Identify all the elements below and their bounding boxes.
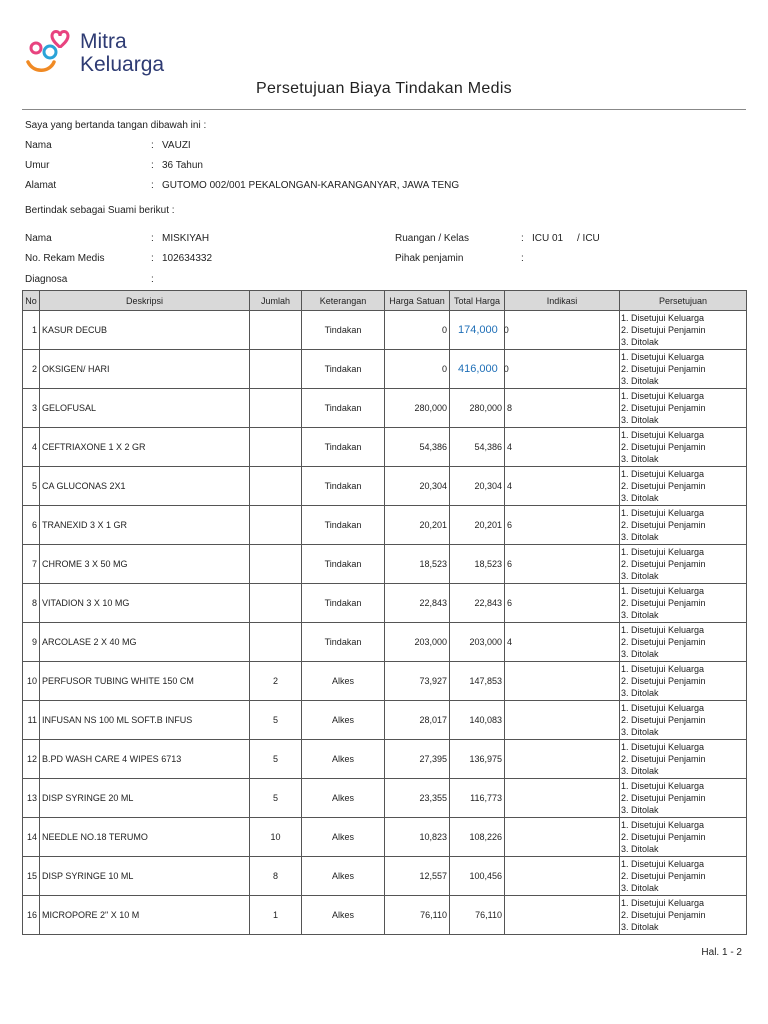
row-total-price — [450, 350, 509, 389]
table-row — [23, 584, 747, 623]
row-unit-price: 12,557 — [385, 857, 450, 896]
signer-name-value: VAUZI — [162, 140, 191, 151]
persetujuan-option: 2. Disetujui Penjamin — [621, 481, 706, 491]
row-quantity — [250, 584, 302, 623]
table-row — [23, 662, 747, 701]
persetujuan-option: 1. Disetujui Keluarga — [621, 391, 705, 401]
row-indikasi: 6 — [505, 506, 620, 545]
row-quantity — [250, 428, 302, 467]
col-header-no: No — [23, 291, 40, 311]
row-total-value: 100,456 — [469, 871, 502, 881]
row-total-price — [450, 545, 505, 584]
medical-record-label: No. Rekam Medis — [25, 253, 105, 264]
row-indikasi — [505, 857, 620, 896]
brand-name — [80, 30, 164, 76]
row-description: ARCOLASE 2 X 40 MG — [40, 623, 250, 662]
room-class-label: Ruangan / Kelas — [395, 233, 469, 244]
row-total-price — [450, 896, 505, 935]
colon: : — [151, 274, 154, 285]
row-number: 11 — [23, 701, 40, 740]
row-number: 6 — [23, 506, 40, 545]
row-unit-price: 203,000 — [385, 623, 450, 662]
persetujuan-option: 3. Ditolak — [621, 649, 659, 659]
row-total-extra: 0 — [503, 364, 509, 374]
table-row — [23, 857, 747, 896]
table-row — [23, 779, 747, 818]
persetujuan-option: 1. Disetujui Keluarga — [621, 664, 705, 674]
row-total-price — [450, 701, 505, 740]
persetujuan-option: 2. Disetujui Penjamin — [621, 442, 706, 452]
table-row — [23, 623, 747, 662]
row-total-price — [450, 389, 505, 428]
persetujuan-option: 1. Disetujui Keluarga — [621, 547, 705, 557]
row-persetujuan — [620, 896, 747, 935]
row-unit-price: 76,110 — [385, 896, 450, 935]
row-total-price — [450, 740, 505, 779]
row-persetujuan — [620, 389, 747, 428]
row-total-value: 18,523 — [474, 559, 502, 569]
row-total-value: 136,975 — [469, 754, 502, 764]
row-unit-price: 27,395 — [385, 740, 450, 779]
row-unit-price: 280,000 — [385, 389, 450, 428]
row-number: 15 — [23, 857, 40, 896]
row-quantity: 5 — [250, 740, 302, 779]
row-unit-price: 10,823 — [385, 818, 450, 857]
row-quantity: 5 — [250, 779, 302, 818]
guarantor-label: Pihak penjamin — [395, 253, 464, 264]
row-keterangan: Tindakan — [302, 506, 385, 545]
row-total-price — [450, 857, 505, 896]
row-persetujuan — [620, 623, 747, 662]
row-total-value: 203,000 — [469, 637, 502, 647]
statement-text: Saya yang bertanda tangan dibawah ini : — [25, 120, 207, 131]
row-total-price — [450, 584, 505, 623]
row-number: 3 — [23, 389, 40, 428]
row-persetujuan — [620, 350, 747, 389]
persetujuan-option: 3. Ditolak — [621, 571, 659, 581]
persetujuan-option: 2. Disetujui Penjamin — [621, 754, 706, 764]
row-quantity — [250, 311, 302, 350]
row-indikasi — [505, 779, 620, 818]
persetujuan-option: 2. Disetujui Penjamin — [621, 910, 706, 920]
logo — [24, 24, 184, 80]
row-number: 2 — [23, 350, 40, 389]
row-number: 12 — [23, 740, 40, 779]
row-description: OKSIGEN/ HARI — [40, 350, 250, 389]
row-keterangan: Alkes — [302, 857, 385, 896]
persetujuan-option: 2. Disetujui Penjamin — [621, 793, 706, 803]
persetujuan-option: 3. Ditolak — [621, 337, 659, 347]
table-row — [23, 467, 747, 506]
row-keterangan: Tindakan — [302, 389, 385, 428]
row-indikasi — [505, 740, 620, 779]
row-total-value: 116,773 — [470, 793, 502, 803]
row-keterangan: Tindakan — [302, 428, 385, 467]
row-total-value: 20,304 — [474, 481, 502, 491]
row-quantity — [250, 545, 302, 584]
table-row — [23, 506, 747, 545]
row-indikasi — [505, 701, 620, 740]
row-total-value: 416,000 — [458, 363, 498, 375]
persetujuan-option: 2. Disetujui Penjamin — [621, 871, 706, 881]
row-description: DISP SYRINGE 20 ML — [40, 779, 250, 818]
brand-line-2: Keluarga — [80, 53, 165, 76]
row-description: KASUR DECUB — [40, 311, 250, 350]
table-row — [23, 896, 747, 935]
table-header-row — [23, 291, 747, 311]
row-unit-price: 54,386 — [385, 428, 450, 467]
persetujuan-option: 1. Disetujui Keluarga — [621, 586, 705, 596]
row-keterangan: Tindakan — [302, 623, 385, 662]
row-number: 13 — [23, 779, 40, 818]
persetujuan-option: 3. Ditolak — [621, 493, 659, 503]
signer-address-label: Alamat — [25, 180, 57, 191]
row-persetujuan — [620, 818, 747, 857]
col-header-indikasi: Indikasi — [505, 291, 620, 311]
row-total-price — [450, 779, 505, 818]
row-total-value: 76,110 — [475, 910, 502, 920]
row-keterangan: Alkes — [302, 740, 385, 779]
table-row — [23, 818, 747, 857]
row-unit-price: 20,201 — [385, 506, 450, 545]
row-number: 7 — [23, 545, 40, 584]
diagnosis-label: Diagnosa — [25, 274, 68, 285]
page-number: Hal. 1 - 2 — [701, 947, 742, 958]
col-header-deskripsi: Deskripsi — [40, 291, 250, 311]
row-description: NEEDLE NO.18 TERUMO — [40, 818, 250, 857]
persetujuan-option: 3. Ditolak — [621, 688, 659, 698]
persetujuan-option: 3. Ditolak — [621, 454, 659, 464]
row-description: CA GLUCONAS 2X1 — [40, 467, 250, 506]
persetujuan-option: 1. Disetujui Keluarga — [621, 859, 705, 869]
table-row — [23, 701, 747, 740]
row-persetujuan — [620, 740, 747, 779]
room-value: ICU 01 — [532, 233, 564, 244]
row-quantity — [250, 467, 302, 506]
persetujuan-option: 1. Disetujui Keluarga — [621, 430, 705, 440]
row-unit-price: 0 — [385, 311, 450, 350]
row-number: 14 — [23, 818, 40, 857]
row-quantity — [250, 623, 302, 662]
persetujuan-option: 1. Disetujui Keluarga — [621, 313, 705, 323]
persetujuan-option: 3. Ditolak — [621, 727, 659, 737]
persetujuan-option: 3. Ditolak — [621, 766, 659, 776]
row-unit-price: 20,304 — [385, 467, 450, 506]
persetujuan-option: 2. Disetujui Penjamin — [621, 325, 706, 335]
persetujuan-option: 1. Disetujui Keluarga — [621, 625, 705, 635]
col-header-persetujuan: Persetujuan — [620, 291, 747, 311]
row-keterangan: Tindakan — [302, 584, 385, 623]
row-number: 5 — [23, 467, 40, 506]
row-unit-price: 0 — [385, 350, 450, 389]
row-persetujuan — [620, 428, 747, 467]
row-indikasi: 4 — [505, 428, 620, 467]
row-unit-price: 18,523 — [385, 545, 450, 584]
row-keterangan: Alkes — [302, 779, 385, 818]
row-description: INFUSAN NS 100 ML SOFT.B INFUS — [40, 701, 250, 740]
row-number: 16 — [23, 896, 40, 935]
persetujuan-option: 2. Disetujui Penjamin — [621, 520, 706, 530]
row-total-value: 140,083 — [469, 715, 502, 725]
row-quantity: 1 — [250, 896, 302, 935]
persetujuan-option: 2. Disetujui Penjamin — [621, 832, 706, 842]
row-total-value: 22,843 — [474, 598, 502, 608]
row-unit-price: 23,355 — [385, 779, 450, 818]
row-description: GELOFUSAL — [40, 389, 250, 428]
table-row — [23, 545, 747, 584]
col-header-total-harga: Total Harga — [450, 291, 505, 311]
persetujuan-option: 2. Disetujui Penjamin — [621, 676, 706, 686]
row-total-price — [450, 818, 505, 857]
colon: : — [151, 160, 154, 171]
row-indikasi — [505, 662, 620, 701]
row-keterangan: Tindakan — [302, 350, 385, 389]
row-persetujuan — [620, 779, 747, 818]
row-number: 8 — [23, 584, 40, 623]
persetujuan-option: 1. Disetujui Keluarga — [621, 742, 705, 752]
signer-name-label: Nama — [25, 140, 52, 151]
row-unit-price: 22,843 — [385, 584, 450, 623]
persetujuan-option: 1. Disetujui Keluarga — [621, 781, 705, 791]
row-persetujuan — [620, 506, 747, 545]
row-quantity: 8 — [250, 857, 302, 896]
row-keterangan: Alkes — [302, 701, 385, 740]
row-persetujuan — [620, 545, 747, 584]
row-quantity — [250, 350, 302, 389]
colon: : — [151, 233, 154, 244]
persetujuan-option: 3. Ditolak — [621, 415, 659, 425]
persetujuan-option: 3. Ditolak — [621, 883, 659, 893]
row-total-price — [450, 428, 505, 467]
row-persetujuan — [620, 857, 747, 896]
row-quantity — [250, 506, 302, 545]
row-indikasi — [505, 896, 620, 935]
row-description: MICROPORE 2" X 10 M — [40, 896, 250, 935]
persetujuan-option: 1. Disetujui Keluarga — [621, 508, 705, 518]
row-indikasi — [505, 818, 620, 857]
persetujuan-option: 2. Disetujui Penjamin — [621, 637, 706, 647]
persetujuan-option: 3. Ditolak — [621, 844, 659, 854]
table-row — [23, 311, 747, 350]
row-total-price — [450, 506, 505, 545]
title-divider — [22, 109, 746, 110]
persetujuan-option: 2. Disetujui Penjamin — [621, 598, 706, 608]
cost-table — [22, 290, 747, 935]
signer-age-value: 36 Tahun — [162, 160, 203, 171]
row-total-value: 20,201 — [474, 520, 502, 530]
colon: : — [521, 253, 524, 264]
col-header-keterangan: Keterangan — [302, 291, 385, 311]
row-total-value: 108,226 — [469, 832, 502, 842]
row-indikasi — [505, 311, 620, 350]
row-indikasi: 6 — [505, 545, 620, 584]
row-indikasi — [505, 350, 620, 389]
persetujuan-option: 1. Disetujui Keluarga — [621, 352, 705, 362]
row-persetujuan — [620, 701, 747, 740]
row-description: PERFUSOR TUBING WHITE 150 CM — [40, 662, 250, 701]
row-description: TRANEXID 3 X 1 GR — [40, 506, 250, 545]
row-quantity: 2 — [250, 662, 302, 701]
row-keterangan: Alkes — [302, 662, 385, 701]
page-title: Persetujuan Biaya Tindakan Medis — [256, 80, 512, 97]
table-row — [23, 428, 747, 467]
row-description: CEFTRIAXONE 1 X 2 GR — [40, 428, 250, 467]
row-total-value: 147,853 — [469, 676, 502, 686]
row-quantity: 10 — [250, 818, 302, 857]
persetujuan-option: 1. Disetujui Keluarga — [621, 820, 705, 830]
colon: : — [521, 233, 524, 244]
persetujuan-option: 2. Disetujui Penjamin — [621, 559, 706, 569]
row-keterangan: Tindakan — [302, 467, 385, 506]
table-row — [23, 740, 747, 779]
row-indikasi: 8 — [505, 389, 620, 428]
row-persetujuan — [620, 584, 747, 623]
row-description: B.PD WASH CARE 4 WIPES 6713 — [40, 740, 250, 779]
col-header-harga-satuan: Harga Satuan — [385, 291, 450, 311]
row-keterangan: Alkes — [302, 896, 385, 935]
persetujuan-option: 3. Ditolak — [621, 532, 659, 542]
row-number: 1 — [23, 311, 40, 350]
row-quantity: 5 — [250, 701, 302, 740]
row-total-value: 174,000 — [458, 324, 498, 336]
row-unit-price: 28,017 — [385, 701, 450, 740]
row-total-extra: 0 — [503, 325, 509, 335]
persetujuan-option: 3. Ditolak — [621, 610, 659, 620]
row-quantity — [250, 389, 302, 428]
colon: : — [151, 140, 154, 151]
row-unit-price: 73,927 — [385, 662, 450, 701]
class-value: / ICU — [577, 233, 600, 244]
row-persetujuan — [620, 311, 747, 350]
persetujuan-option: 3. Ditolak — [621, 805, 659, 815]
row-total-price — [450, 662, 505, 701]
row-keterangan: Tindakan — [302, 311, 385, 350]
colon: : — [151, 253, 154, 264]
medical-record-value: 102634332 — [162, 253, 213, 264]
row-indikasi: 4 — [505, 623, 620, 662]
row-total-price — [450, 623, 505, 662]
colon: : — [151, 180, 154, 191]
signer-address-value: GUTOMO 002/001 PEKALONGAN-KARANGANYAR, JAWA TENG — [162, 180, 460, 191]
table-row — [23, 350, 747, 389]
persetujuan-option: 3. Ditolak — [621, 376, 659, 386]
patient-name-label: Nama — [25, 233, 52, 244]
row-number: 10 — [23, 662, 40, 701]
row-persetujuan — [620, 467, 747, 506]
mitra-keluarga-logo-icon — [24, 26, 76, 74]
persetujuan-option: 1. Disetujui Keluarga — [621, 469, 705, 479]
row-total-value: 54,386 — [474, 442, 502, 452]
row-description: DISP SYRINGE 10 ML — [40, 857, 250, 896]
signer-age-label: Umur — [25, 160, 50, 171]
row-description: VITADION 3 X 10 MG — [40, 584, 250, 623]
row-indikasi: 4 — [505, 467, 620, 506]
persetujuan-option: 1. Disetujui Keluarga — [621, 898, 705, 908]
row-total-value: 280,000 — [469, 403, 502, 413]
row-total-price — [450, 311, 509, 350]
row-description: CHROME 3 X 50 MG — [40, 545, 250, 584]
persetujuan-option: 1. Disetujui Keluarga — [621, 703, 705, 713]
brand-line-1: Mitra — [80, 30, 127, 53]
row-number: 4 — [23, 428, 40, 467]
row-keterangan: Alkes — [302, 818, 385, 857]
persetujuan-option: 3. Ditolak — [621, 922, 659, 932]
table-row — [23, 389, 747, 428]
row-total-price — [450, 467, 505, 506]
acting-as-text: Bertindak sebagai Suami berikut : — [25, 205, 175, 216]
persetujuan-option: 2. Disetujui Penjamin — [621, 715, 706, 725]
persetujuan-option: 2. Disetujui Penjamin — [621, 364, 706, 374]
col-header-jumlah: Jumlah — [250, 291, 302, 311]
persetujuan-option: 2. Disetujui Penjamin — [621, 403, 706, 413]
row-keterangan: Tindakan — [302, 545, 385, 584]
row-number: 9 — [23, 623, 40, 662]
row-indikasi: 6 — [505, 584, 620, 623]
patient-name-value: MISKIYAH — [162, 233, 210, 244]
row-persetujuan — [620, 662, 747, 701]
